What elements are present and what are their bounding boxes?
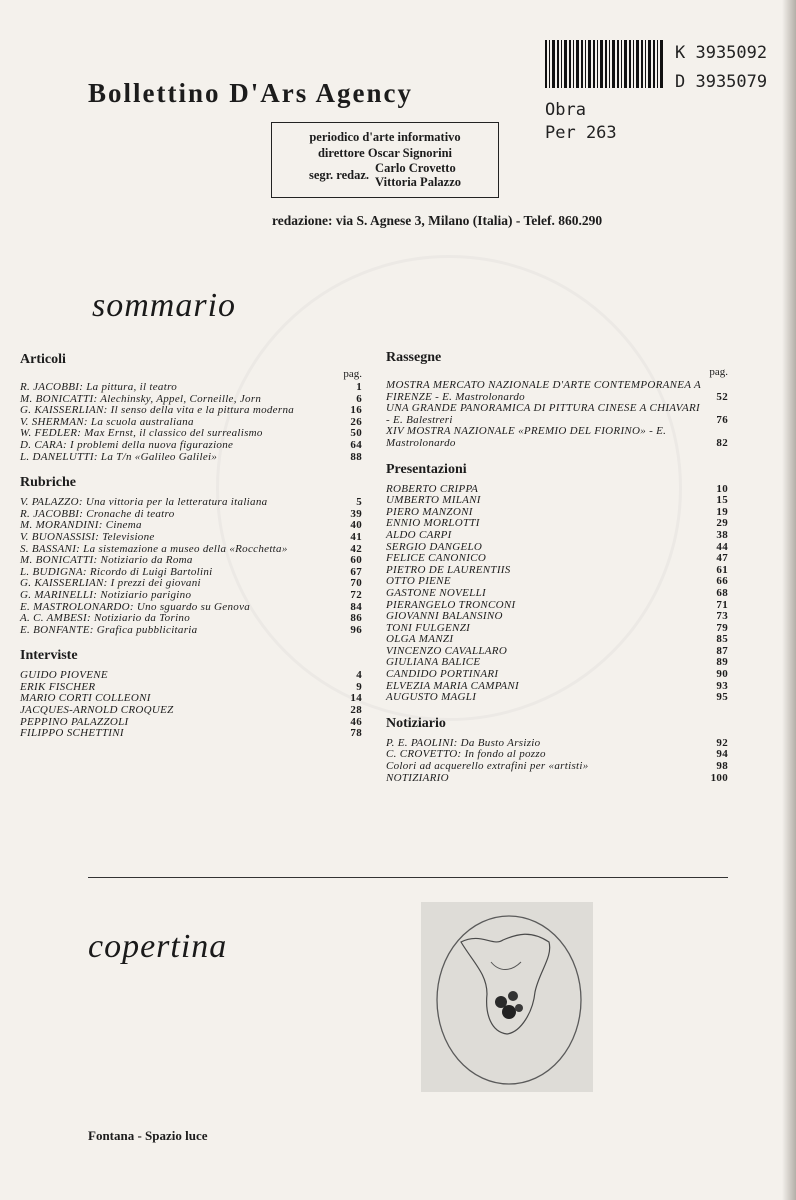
entry-page-number: 95 xyxy=(716,691,728,704)
entry-title: PIERO MANZONI xyxy=(386,505,473,518)
entry-title: GIOVANNI BALANSINO xyxy=(386,610,503,623)
toc-entry xyxy=(386,611,728,623)
entry-title: G. KAISSERLIAN: I prezzi dei giovani xyxy=(20,577,201,590)
entry-page-number: 28 xyxy=(350,704,362,717)
toc-entry xyxy=(386,553,728,565)
entry-title: ENNIO MORLOTTI xyxy=(386,517,480,530)
entry-title: S. BASSANI: La sistemazione a museo della «Rocchetta» xyxy=(20,542,288,555)
entry-page-number: 67 xyxy=(350,565,362,578)
entry-page-number: 71 xyxy=(716,598,728,611)
secretary-label: segr. redaz. xyxy=(308,168,370,182)
toc-section xyxy=(20,648,362,740)
section-heading: Interviste xyxy=(20,648,78,664)
entry-title: NOTIZIARIO xyxy=(386,771,449,784)
entry-page-number: 39 xyxy=(350,507,362,520)
toc-section xyxy=(386,350,728,450)
entry-page-number: 26 xyxy=(350,415,362,428)
entry-title: R. JACOBBI: Cronache di teatro xyxy=(20,507,175,520)
toc-entry xyxy=(386,426,728,449)
entry-title: D. CARA: I problemi della nuova figurazione xyxy=(20,438,234,451)
entry-page-number: 64 xyxy=(350,438,362,451)
entry-title: OTTO PIENE xyxy=(386,575,451,588)
library-code-d: D 3935079 xyxy=(675,72,768,92)
entry-page-number: 66 xyxy=(716,575,728,588)
entry-title: A. C. AMBESI: Notiziario da Torino xyxy=(20,612,191,625)
toc-entry xyxy=(386,692,728,704)
entry-page-number: 84 xyxy=(350,600,362,613)
entry-title: R. JACOBBI: La pittura, il teatro xyxy=(20,381,178,393)
entry-title: GUIDO PIOVENE xyxy=(20,669,108,682)
toc-right-column xyxy=(386,350,728,796)
section-heading: Rubriche xyxy=(20,475,76,491)
entry-page-number: 4 xyxy=(356,669,362,682)
entry-title: JACQUES-ARNOLD CROQUEZ xyxy=(20,704,174,717)
entry-page-number: 88 xyxy=(350,450,362,463)
cover-artwork-image xyxy=(421,902,593,1092)
entry-page-number: 14 xyxy=(350,692,362,705)
entry-title: L. BUDIGNA: Ricordo di Luigi Bartolini xyxy=(20,565,213,578)
entry-page-number: 5 xyxy=(356,496,362,509)
entry-title: OLGA MANZI xyxy=(386,633,454,646)
entry-page-number: 89 xyxy=(716,656,728,669)
toc-section xyxy=(386,462,728,704)
entry-title: UNA GRANDE PANORAMICA DI PITTURA CINESE A CHIAVARI - E. Balestreri xyxy=(386,402,700,426)
entry-page-number: 78 xyxy=(350,727,362,740)
entry-title: L. DANELUTTI: La T/n «Galileo Galilei» xyxy=(20,450,218,463)
section-heading: Notiziario xyxy=(386,715,446,731)
toc-entry xyxy=(386,669,728,681)
entry-page-number: 42 xyxy=(350,542,362,555)
section-heading: Rassegne xyxy=(386,350,442,365)
library-per: Per 263 xyxy=(545,123,617,143)
toc-entry xyxy=(20,625,362,637)
toc-entry xyxy=(20,590,362,602)
entry-page-number: 90 xyxy=(716,668,728,681)
secretary-name-2: Vittoria Palazzo xyxy=(375,175,462,189)
cover-caption: Fontana - Spazio luce xyxy=(88,1128,208,1143)
entry-title: V. SHERMAN: La scuola australiana xyxy=(20,415,194,428)
entry-page-number: 86 xyxy=(350,612,362,625)
entry-page-number: 98 xyxy=(716,760,728,773)
entry-title: V. PALAZZO: Una vittoria per la letteratura italiana xyxy=(20,496,268,509)
entry-page-number: 19 xyxy=(716,505,728,518)
entry-page-number: 76 xyxy=(716,413,728,426)
entry-page-number: 41 xyxy=(350,530,362,543)
toc-entry xyxy=(20,705,362,717)
entry-title: FILIPPO SCHETTINI xyxy=(20,727,124,740)
page-column-label: pag. xyxy=(343,368,362,380)
section-heading: Articoli xyxy=(20,352,66,367)
entry-title: W. FEDLER: Max Ernst, il classico del surrealismo xyxy=(20,427,263,440)
library-obra: Obra xyxy=(545,100,586,120)
entry-page-number: 10 xyxy=(716,482,728,495)
entry-page-number: 15 xyxy=(716,494,728,507)
entry-page-number: 82 xyxy=(716,436,728,449)
entry-page-number: 85 xyxy=(716,633,728,646)
entry-title: MARIO CORTI COLLEONI xyxy=(20,692,151,705)
entry-title: ALDO CARPI xyxy=(386,528,452,541)
entry-title: CANDIDO PORTINARI xyxy=(386,668,499,681)
library-code-k: K 3935092 xyxy=(675,43,768,63)
entry-title: AUGUSTO MAGLI xyxy=(386,691,477,704)
entry-title: V. BUONASSISI: Televisione xyxy=(20,530,155,543)
entry-title: G. MARINELLI: Notiziario parigino xyxy=(20,588,192,601)
entry-title: E. BONFANTE: Grafica pubblicitaria xyxy=(20,623,198,636)
entry-title: C. CROVETTO: In fondo al pozzo xyxy=(386,748,546,761)
entry-title: M. BONICATTI: Notiziario da Roma xyxy=(20,554,193,567)
entry-title: GASTONE NOVELLI xyxy=(386,586,486,599)
entry-page-number: 16 xyxy=(350,404,362,417)
toc-entry xyxy=(20,382,362,394)
entry-page-number: 46 xyxy=(350,715,362,728)
entry-page-number: 96 xyxy=(350,623,362,636)
entry-title: Colori ad acquerello extrafini per «artisti» xyxy=(386,760,589,773)
binding-shadow xyxy=(782,0,796,1200)
entry-page-number: 87 xyxy=(716,644,728,657)
masthead-box xyxy=(271,122,499,198)
entry-title: ELVEZIA MARIA CAMPANI xyxy=(386,679,519,692)
entry-page-number: 61 xyxy=(716,563,728,576)
publication-title: Bollettino D'Ars Agency xyxy=(88,78,413,108)
toc-section xyxy=(20,475,362,636)
entry-title: G. KAISSERLIAN: Il senso della vita e la pittura moderna xyxy=(20,404,295,417)
entry-title: PIERANGELO TRONCONI xyxy=(386,598,516,611)
entry-page-number: 68 xyxy=(716,586,728,599)
toc-entry xyxy=(386,495,728,507)
toc-left-column xyxy=(20,352,362,752)
entry-page-number: 44 xyxy=(716,540,728,553)
masthead-line-1: periodico d'arte informativo xyxy=(309,130,461,144)
entry-page-number: 50 xyxy=(350,427,362,440)
secretary-name-1: Carlo Crovetto xyxy=(375,161,456,175)
toc-entry xyxy=(386,403,728,426)
entry-page-number: 93 xyxy=(716,679,728,692)
entry-title: E. MASTROLONARDO: Uno sguardo su Genova xyxy=(20,600,251,613)
toc-entry xyxy=(386,530,728,542)
entry-title: ERIK FISCHER xyxy=(20,680,96,693)
entry-page-number: 47 xyxy=(716,552,728,565)
entry-title: VINCENZO CAVALLARO xyxy=(386,644,508,657)
toc-entry xyxy=(386,380,728,403)
entry-page-number: 9 xyxy=(356,680,362,693)
editorial-address: redazione: via S. Agnese 3, Milano (Italia) - Telef. 860.290 xyxy=(272,213,603,228)
entry-title: XIV MOSTRA NAZIONALE «PREMIO DEL FIORINO» - E. Mastrolonardo xyxy=(386,425,667,449)
toc-entry xyxy=(386,773,728,785)
toc-section xyxy=(386,716,728,784)
copertina-heading: copertina xyxy=(88,928,228,965)
barcode-icon xyxy=(545,40,665,88)
section-heading: Presentazioni xyxy=(386,461,467,477)
entry-title: FELICE CANONICO xyxy=(386,552,487,565)
entry-page-number: 79 xyxy=(716,621,728,634)
entry-page-number: 70 xyxy=(350,577,362,590)
entry-title: PEPPINO PALAZZOLI xyxy=(20,715,129,728)
entry-title: M. MORANDINI: Cinema xyxy=(20,519,142,532)
entry-page-number: 40 xyxy=(350,519,362,532)
entry-page-number: 6 xyxy=(356,392,362,405)
entry-page-number: 72 xyxy=(350,588,362,601)
entry-title: P. E. PAOLINI: Da Busto Arsizio xyxy=(386,736,541,749)
entry-title: SERGIO DANGELO xyxy=(386,540,483,553)
page-column-label: pag. xyxy=(709,366,728,378)
sommario-heading: sommario xyxy=(92,287,237,324)
toc-entry xyxy=(386,761,728,773)
masthead-secretary xyxy=(272,161,498,189)
toc-entry xyxy=(20,497,362,509)
toc-entry xyxy=(20,613,362,625)
entry-page-number: 92 xyxy=(716,736,728,749)
cover-sketch xyxy=(421,902,593,1092)
entry-page-number: 100 xyxy=(710,771,728,784)
entry-page-number: 1 xyxy=(356,381,362,393)
entry-title: PIETRO DE LAURENTIIS xyxy=(386,563,511,576)
entry-title: M. BONICATTI: Alechinsky, Appel, Corneille, Jorn xyxy=(20,392,262,405)
entry-page-number: 38 xyxy=(716,528,728,541)
toc-entry xyxy=(386,588,728,600)
entry-page-number: 94 xyxy=(716,748,728,761)
toc-entry xyxy=(20,532,362,544)
entry-title: TONI FULGENZI xyxy=(386,621,471,634)
entry-page-number: 52 xyxy=(716,390,728,403)
toc-entry xyxy=(20,440,362,452)
masthead-line-2: direttore Oscar Signorini xyxy=(317,146,453,160)
entry-page-number: 73 xyxy=(716,610,728,623)
entry-title: UMBERTO MILANI xyxy=(386,494,481,507)
entry-title: ROBERTO CRIPPA xyxy=(386,482,479,495)
toc-section xyxy=(20,352,362,463)
toc-entry xyxy=(20,555,362,567)
divider-rule xyxy=(88,877,728,878)
toc-entry xyxy=(20,452,362,464)
toc-entry xyxy=(20,728,362,740)
entry-title: MOSTRA MERCATO NAZIONALE D'ARTE CONTEMPORANEA A FIRENZE - E. Mastrolonardo xyxy=(386,379,701,403)
entry-title: GIULIANA BALICE xyxy=(386,656,481,669)
entry-page-number: 29 xyxy=(716,517,728,530)
entry-page-number: 60 xyxy=(350,554,362,567)
